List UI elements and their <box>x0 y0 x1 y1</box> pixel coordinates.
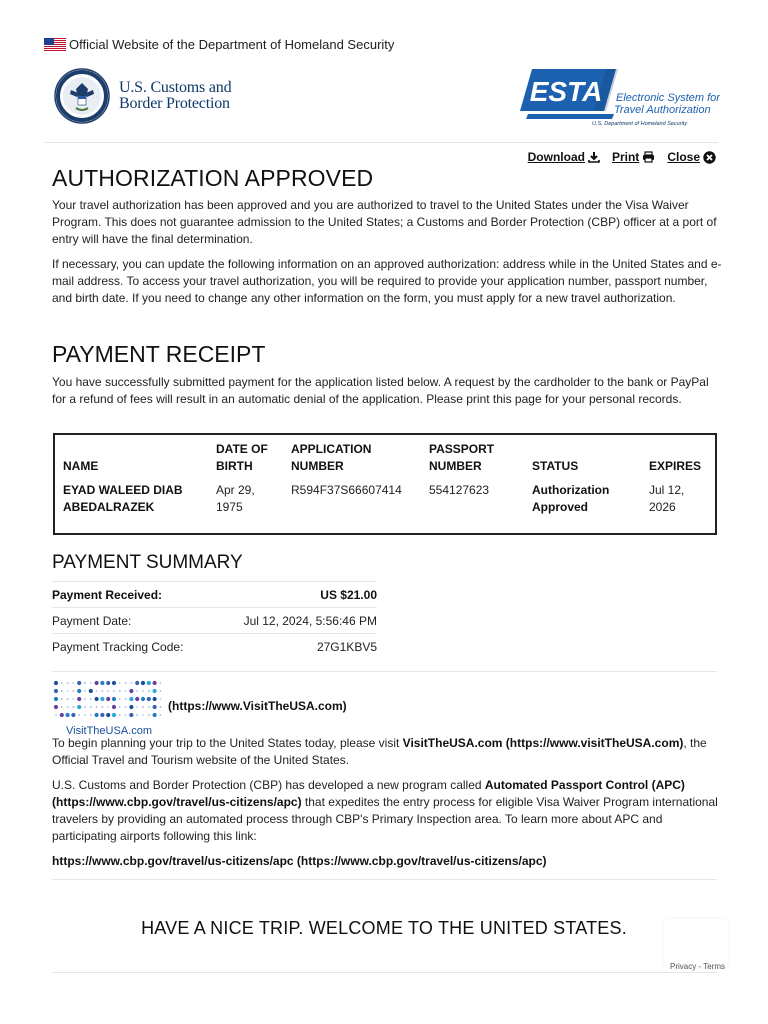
visit-the-usa-inline-link[interactable]: VisitTheUSA.com (https://www.visitTheUSA.com) <box>402 736 684 750</box>
summary-label: Payment Received: <box>52 587 163 602</box>
printer-icon <box>642 151 655 163</box>
toolbar <box>528 150 716 164</box>
us-flag-icon <box>44 38 66 51</box>
summary-label: Payment Date: <box>52 613 132 628</box>
section-divider <box>52 671 717 672</box>
summary-value: 27G1KBV5 <box>316 639 377 654</box>
visit-the-usa-link[interactable]: (https://www.VisitTheUSA.com) <box>168 699 347 713</box>
table-row <box>54 478 716 534</box>
gov-banner <box>44 37 394 52</box>
recaptcha-badge[interactable] <box>664 919 728 967</box>
cbp-name <box>119 80 231 112</box>
close-circle-icon <box>703 151 716 164</box>
header-divider <box>44 142 718 143</box>
summary-row-date <box>52 607 377 633</box>
gov-banner-text: Official Website of the Department of Homeland Security <box>69 37 395 52</box>
approval-paragraph-1: Your travel authorization has been approved and you are authorized to travel to the United States under the Visa Waiver Program. This does not guarantee admission to the United States; a Customs and Border Protection (CBP) officer at a port of entry will have the final determination. <box>52 198 717 246</box>
summary-label: Payment Tracking Code: <box>52 639 184 654</box>
summary-value: Jul 12, 2024, 5:56:46 PM <box>243 613 377 628</box>
print-label: Print <box>611 150 640 164</box>
visit-the-usa-logo[interactable] <box>52 678 166 736</box>
col-application-number: APPLICATION NUMBER <box>291 442 372 473</box>
cell-name: EYAD WALEED DIAB ABEDALRAZEK <box>63 483 183 514</box>
approval-paragraph-2: If necessary, you can update the following information on an approved authorization: address while in the United States and e-mail address. To access your travel authorization, you will be required to provide your application number, passport number, and birth date. If you need to change any other information on the form, you must apply for a new travel authorization. <box>52 257 722 305</box>
cell-expires: Jul 12, 2026 <box>649 483 685 514</box>
summary-list <box>52 581 377 659</box>
receipt-intro: You have successfully submitted payment for the application listed below. A request by the cardholder to the bank or PayPal for a refund of fees will result in an automatic denial of the application. Please print this page for your personal records. <box>52 375 709 406</box>
esta-logo-sub: U.S. Department of Homeland Security <box>592 121 688 127</box>
cell-status: Authorization Approved <box>532 483 610 514</box>
esta-logo-line1: Electronic System for <box>616 92 720 104</box>
col-name: NAME <box>63 459 99 473</box>
print-button[interactable] <box>612 150 655 164</box>
cell-dob: Apr 29, 1975 <box>216 483 255 514</box>
apc-link[interactable]: https://www.cbp.gov/travel/us-citizens/apc (https://www.cbp.gov/travel/us-citizens/apc) <box>52 854 547 868</box>
col-passport-number: PASSPORT NUMBER <box>429 442 495 473</box>
close-button[interactable] <box>667 150 716 164</box>
summary-row-tracking <box>52 633 377 659</box>
cell-application-number: R594F37S66607414 <box>291 483 402 497</box>
download-button[interactable] <box>528 150 600 164</box>
section-divider <box>52 879 717 880</box>
esta-logo[interactable] <box>520 67 720 129</box>
cbp-name-line1: U.S. Customs and <box>119 79 232 96</box>
terms-link[interactable]: Terms <box>703 962 725 971</box>
summary-value: US $21.00 <box>320 587 377 602</box>
cbp-name-line2: Border Protection <box>119 95 230 112</box>
download-label: Download <box>527 150 585 164</box>
privacy-link[interactable]: Privacy <box>670 962 697 971</box>
summary-row-received <box>52 581 377 607</box>
recaptcha-footer: Privacy - Terms <box>670 962 725 971</box>
visit-usa-row <box>52 678 347 736</box>
apc-inline-link[interactable]: Automated Passport Control (APC) (https://www.cbp.gov/travel/us-citizens/apc) <box>52 778 685 809</box>
download-icon <box>588 151 600 163</box>
col-expires: EXPIRES <box>649 459 702 473</box>
apc-paragraph: U.S. Customs and Border Protection (CBP) has developed a new program called Automated Passport Control (APC) (https://www.cbp.gov/travel/us-citizens/apc) that expedites the entry process for eligible Visa Waiver Program international travelers by providing an automated process through CBP's Primary Inspection area. To learn more about APC and participating airports following this link: <box>52 778 718 843</box>
col-dob: DATE OF BIRTH <box>216 442 268 473</box>
col-status: STATUS <box>532 459 579 473</box>
receipt-header-row <box>54 434 716 478</box>
dhs-seal-icon <box>54 68 110 124</box>
footer-divider <box>52 972 717 973</box>
visit-paragraph: To begin planning your trip to the United States today, please visit VisitTheUSA.com (https://www.visitTheUSA.com), the Official Travel and Tourism website of the United States. <box>52 736 707 767</box>
cell-passport-number: 554127623 <box>429 483 490 497</box>
approval-title: AUTHORIZATION APPROVED <box>52 165 374 191</box>
cbp-logo[interactable] <box>54 68 231 124</box>
usa-dot-pattern-icon <box>54 681 161 717</box>
close-label: Close <box>667 150 700 164</box>
esta-logo-word: ESTA <box>529 76 603 107</box>
receipt-title: PAYMENT RECEIPT <box>52 341 266 367</box>
closing-message: HAVE A NICE TRIP. WELCOME TO THE UNITED STATES. <box>141 918 627 938</box>
receipt-table <box>53 433 717 535</box>
summary-title: PAYMENT SUMMARY <box>52 552 243 573</box>
visit-the-usa-logo-text: VisitTheUSA.com <box>66 725 152 736</box>
esta-logo-line2: Travel Authorization <box>614 104 711 116</box>
